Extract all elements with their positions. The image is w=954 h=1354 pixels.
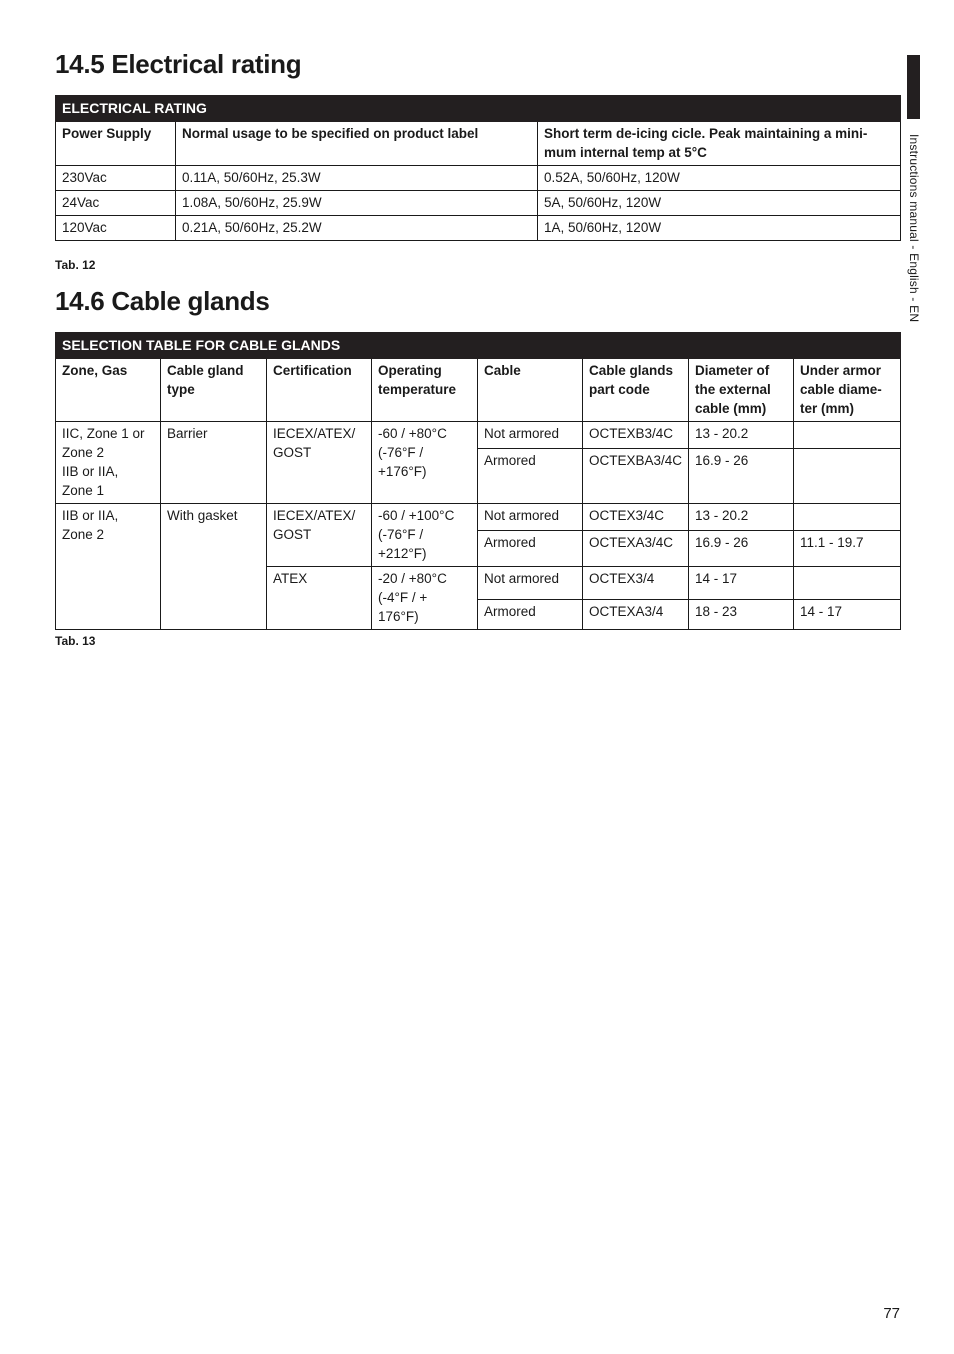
cable-cell: Not armored	[478, 422, 583, 449]
certification-cell: ATEX	[267, 567, 372, 630]
table-caption: Tab. 13	[55, 634, 96, 648]
cable-cell: Not armored	[478, 504, 583, 531]
column-header: Under armor cable diame- ter (mm)	[794, 359, 901, 422]
under-armor-cell: 14 - 17	[794, 599, 901, 629]
zone-gas-cell: IIB or IIA, Zone 2	[56, 504, 161, 630]
gland-type-cell: With gasket	[161, 504, 267, 630]
column-header: Cable glands part code	[583, 359, 689, 422]
cable-glands-table	[55, 332, 901, 630]
part-code-cell: OCTEXB3/4C	[583, 422, 689, 449]
table-cell: 0.21A, 50/60Hz, 25.2W	[176, 216, 538, 241]
table-row	[56, 191, 901, 216]
zone-gas-cell: IIC, Zone 1 or Zone 2 IIB or IIA, Zone 1	[56, 422, 161, 504]
table-cell: 1.08A, 50/60Hz, 25.9W	[176, 191, 538, 216]
diameter-cell: 13 - 20.2	[689, 422, 794, 449]
diameter-cell: 13 - 20.2	[689, 504, 794, 531]
column-header: Diameter of the external cable (mm)	[689, 359, 794, 422]
table-cell: 1A, 50/60Hz, 120W	[538, 216, 901, 241]
temperature-cell: -20 / +80°C (-4°F / + 176°F)	[372, 567, 478, 630]
side-running-title: Instructions manual - English - EN	[907, 134, 921, 323]
table-cell: 24Vac	[56, 191, 176, 216]
table-cell: 0.11A, 50/60Hz, 25.3W	[176, 166, 538, 191]
table-title: ELECTRICAL RATING	[56, 96, 901, 122]
diameter-cell: 14 - 17	[689, 567, 794, 600]
column-header: Cable	[478, 359, 583, 422]
table-row	[56, 166, 901, 191]
diameter-cell: 16.9 - 26	[689, 449, 794, 504]
column-header: Short term de-icing cicle. Peak maintaining a mini- mum internal temp at 5°C	[538, 122, 901, 166]
table-cell: 5A, 50/60Hz, 120W	[538, 191, 901, 216]
gland-type-cell: Barrier	[161, 422, 267, 504]
column-header: Power Supply	[56, 122, 176, 166]
column-header: Certification	[267, 359, 372, 422]
diameter-cell: 16.9 - 26	[689, 531, 794, 567]
certification-cell: IECEX/ATEX/ GOST	[267, 422, 372, 504]
column-header: Cable gland type	[161, 359, 267, 422]
table-cell: 230Vac	[56, 166, 176, 191]
under-armor-cell	[794, 422, 901, 449]
under-armor-cell: 11.1 - 19.7	[794, 531, 901, 567]
table-row	[56, 504, 901, 531]
table-row	[56, 216, 901, 241]
under-armor-cell	[794, 567, 901, 600]
under-armor-cell	[794, 449, 901, 504]
part-code-cell: OCTEXA3/4	[583, 599, 689, 629]
column-header: Zone, Gas	[56, 359, 161, 422]
temperature-cell: -60 / +100°C (-76°F / +212°F)	[372, 504, 478, 567]
table-cell: 120Vac	[56, 216, 176, 241]
part-code-cell: OCTEXBA3/4C	[583, 449, 689, 504]
part-code-cell: OCTEX3/4C	[583, 504, 689, 531]
under-armor-cell	[794, 504, 901, 531]
part-code-cell: OCTEX3/4	[583, 567, 689, 600]
cable-cell: Armored	[478, 531, 583, 567]
table-title: SELECTION TABLE FOR CABLE GLANDS	[56, 333, 901, 359]
part-code-cell: OCTEXA3/4C	[583, 531, 689, 567]
cable-cell: Not armored	[478, 567, 583, 600]
side-tab-marker	[907, 55, 920, 119]
table-row	[56, 422, 901, 449]
column-header: Normal usage to be specified on product label	[176, 122, 538, 166]
electrical-rating-table	[55, 95, 901, 241]
table-caption: Tab. 12	[55, 258, 96, 272]
column-header: Operating temperature	[372, 359, 478, 422]
table-cell: 0.52A, 50/60Hz, 120W	[538, 166, 901, 191]
section-heading-electrical-rating: 14.5 Electrical rating	[55, 49, 302, 79]
diameter-cell: 18 - 23	[689, 599, 794, 629]
certification-cell: IECEX/ATEX/ GOST	[267, 504, 372, 567]
page-number: 77	[883, 1305, 900, 1322]
cable-cell: Armored	[478, 599, 583, 629]
cable-cell: Armored	[478, 449, 583, 504]
section-heading-cable-glands: 14.6 Cable glands	[55, 286, 270, 316]
temperature-cell: -60 / +80°C (-76°F / +176°F)	[372, 422, 478, 504]
